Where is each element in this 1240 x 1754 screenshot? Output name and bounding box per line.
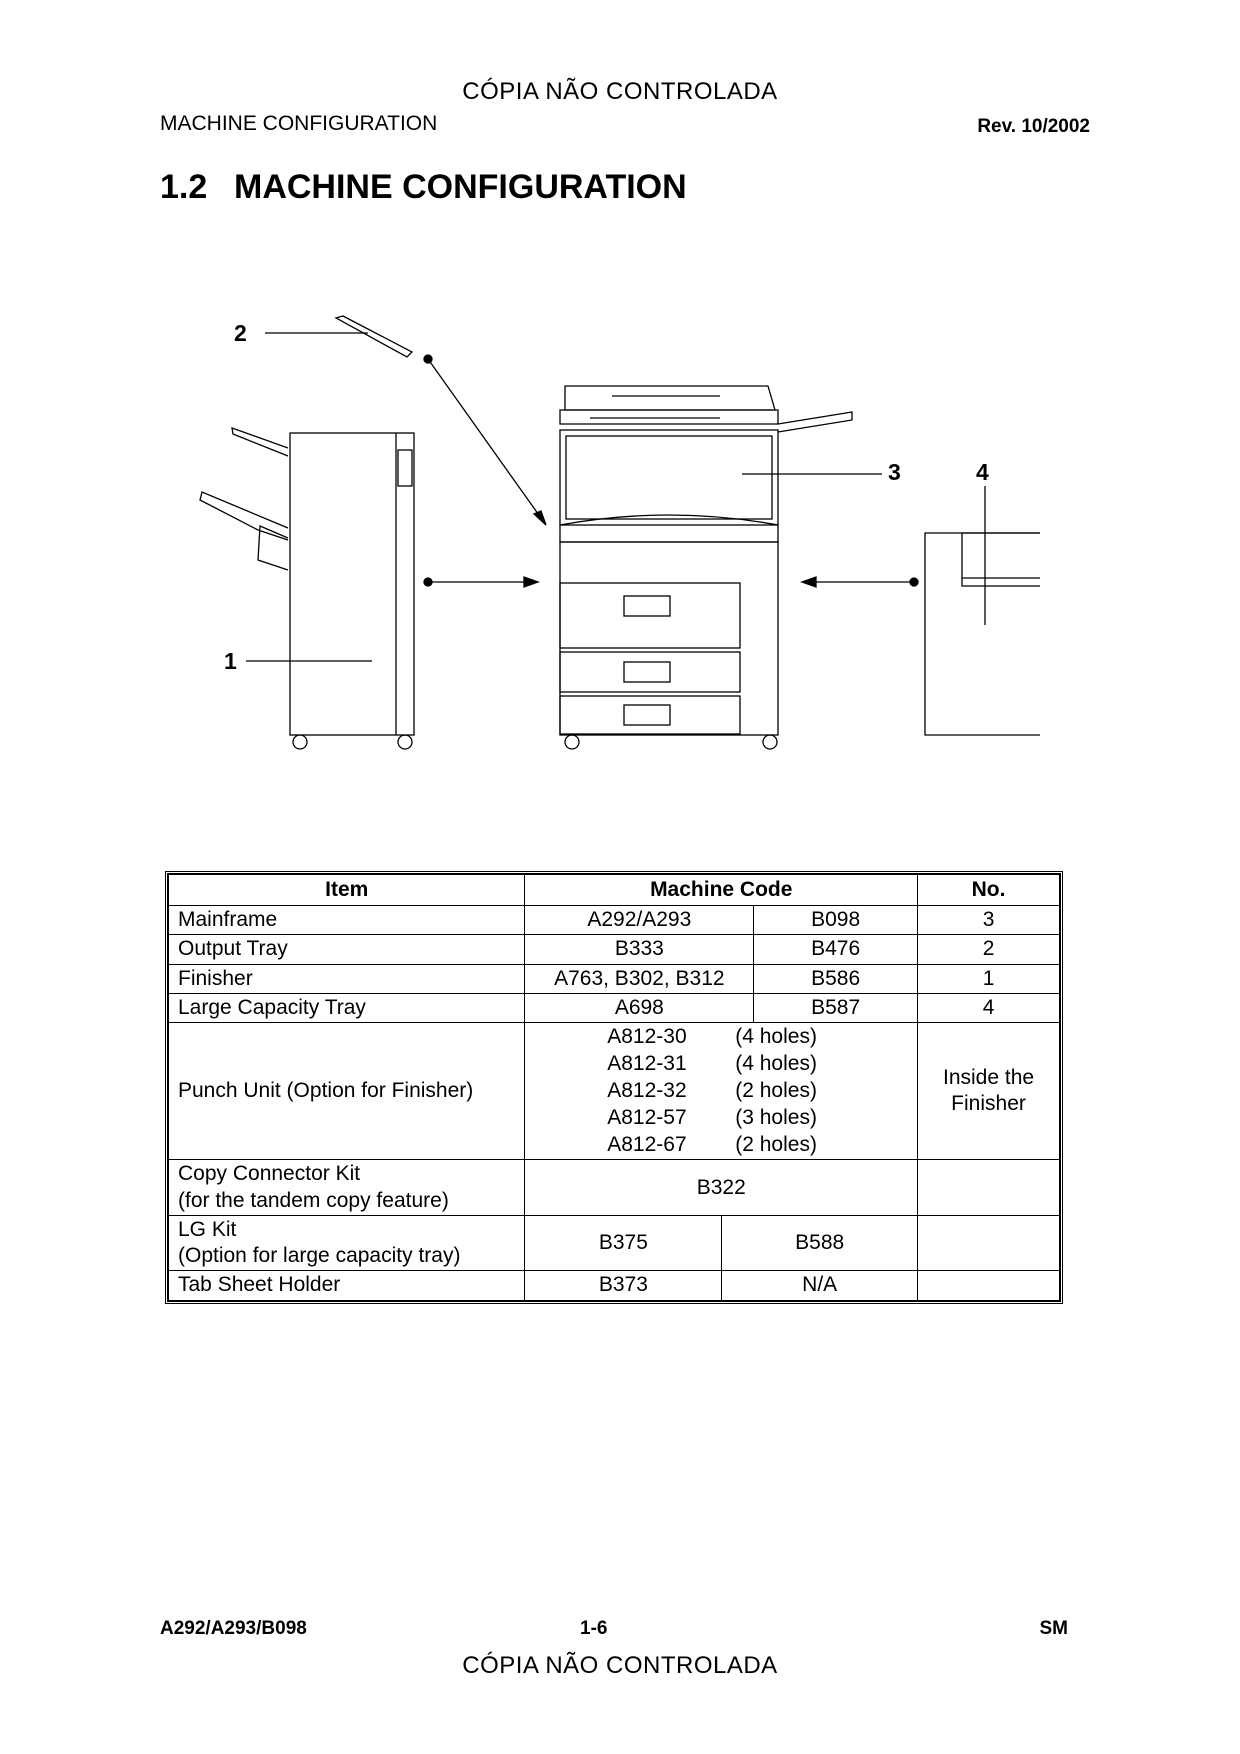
cell-item-line: (Option for large capacity tray) [178, 1244, 461, 1268]
cell-code-b: B588 [722, 1215, 918, 1271]
punch-holes: (2 holes) [735, 1078, 817, 1102]
cell-no-line: Inside the [942, 1065, 1035, 1089]
cell-no [918, 1023, 1060, 1160]
footer-manual: SM [1039, 1618, 1068, 1639]
finisher-arrow [424, 577, 538, 587]
watermark-top: CÓPIA NÃO CONTROLADA [462, 78, 778, 105]
cell-item: Large Capacity Tray [169, 993, 525, 1022]
header-no: No. [918, 875, 1060, 906]
punch-holes: (4 holes) [735, 1051, 817, 1075]
cell-no [918, 1160, 1060, 1216]
machine-configuration-diagram [0, 0, 1240, 800]
cell-item: Finisher [169, 964, 525, 993]
header-section: MACHINE CONFIGURATION [160, 112, 438, 135]
output-tray-arrow [424, 355, 546, 525]
cell-no [918, 1271, 1060, 1300]
cell-no: 1 [918, 964, 1060, 993]
punch-code: A812-67 [607, 1132, 687, 1156]
table-row-punch-unit [169, 1023, 1060, 1160]
cell-code: B322 [525, 1160, 918, 1216]
cell-code-a: A698 [525, 993, 754, 1022]
finisher-drawing [200, 428, 414, 749]
cell-code-b: N/A [722, 1271, 918, 1300]
header-item: Item [169, 875, 525, 906]
punch-holes: (3 holes) [735, 1105, 817, 1129]
cell-code-a: B373 [525, 1271, 722, 1300]
punch-code-line [534, 1024, 908, 1051]
punch-code-line [534, 1051, 908, 1078]
large-capacity-tray-drawing [925, 486, 1040, 735]
cell-code-b: B476 [754, 935, 918, 964]
output-tray-drawing [265, 316, 412, 357]
cell-item-line: (for the tandem copy feature) [178, 1188, 449, 1212]
cell-item [169, 1160, 525, 1216]
cell-code-b: B586 [754, 964, 918, 993]
punch-code: A812-32 [607, 1078, 687, 1102]
punch-code: A812-30 [607, 1025, 687, 1048]
header-machine-code: Machine Code [525, 875, 918, 906]
table-row [169, 993, 1060, 1022]
cell-item: Punch Unit (Option for Finisher) [169, 1023, 525, 1160]
lct-arrow [802, 577, 918, 587]
footer-page-number: 1-6 [580, 1618, 608, 1639]
cell-item: Mainframe [169, 906, 525, 935]
cell-no-line: Finisher [951, 1092, 1026, 1116]
cell-code-a: B375 [525, 1215, 722, 1271]
table-row [169, 964, 1060, 993]
table-row-copy-connector [169, 1160, 1060, 1216]
cell-item [169, 1215, 525, 1271]
cell-code-a: A292/A293 [525, 906, 754, 935]
table-row [169, 906, 1060, 935]
mainframe-drawing [560, 386, 882, 749]
punch-holes: (2 holes) [735, 1132, 817, 1156]
punch-code: A812-31 [607, 1051, 687, 1075]
table-row-lg-kit [169, 1215, 1060, 1271]
punch-holes: (4 holes) [735, 1025, 817, 1048]
table-header-row [169, 875, 1060, 906]
cell-punch-codes [525, 1023, 918, 1160]
configuration-table [168, 874, 1060, 1301]
punch-code: A812-57 [607, 1105, 687, 1129]
punch-code-line [534, 1078, 908, 1105]
punch-code-line [534, 1132, 908, 1159]
cell-code-b: B098 [754, 906, 918, 935]
callout-4: 4 [976, 459, 989, 485]
punch-code-line [534, 1105, 908, 1132]
cell-item: Tab Sheet Holder [169, 1271, 525, 1300]
section-title: MACHINE CONFIGURATION [234, 168, 687, 206]
header-revision: Rev. 10/2002 [977, 116, 1090, 137]
cell-item-line: Copy Connector Kit [178, 1162, 361, 1186]
cell-item: Output Tray [169, 935, 525, 964]
watermark-bottom: CÓPIA NÃO CONTROLADA [462, 1652, 778, 1679]
cell-no: 4 [918, 993, 1060, 1022]
cell-code-a: B333 [525, 935, 754, 964]
table-row [169, 935, 1060, 964]
table-row-tab-sheet-holder [169, 1271, 1060, 1300]
callout-3: 3 [888, 459, 901, 485]
callout-2: 2 [234, 320, 247, 346]
cell-no: 2 [918, 935, 1060, 964]
cell-no [918, 1215, 1060, 1271]
cell-code-b: B587 [754, 993, 918, 1022]
callout-1: 1 [224, 648, 237, 674]
section-number: 1.2 [160, 168, 208, 206]
cell-code-a: A763, B302, B312 [525, 964, 754, 993]
cell-item-line: LG Kit [178, 1217, 237, 1241]
footer-model: A292/A293/B098 [160, 1618, 307, 1639]
cell-no: 3 [918, 906, 1060, 935]
